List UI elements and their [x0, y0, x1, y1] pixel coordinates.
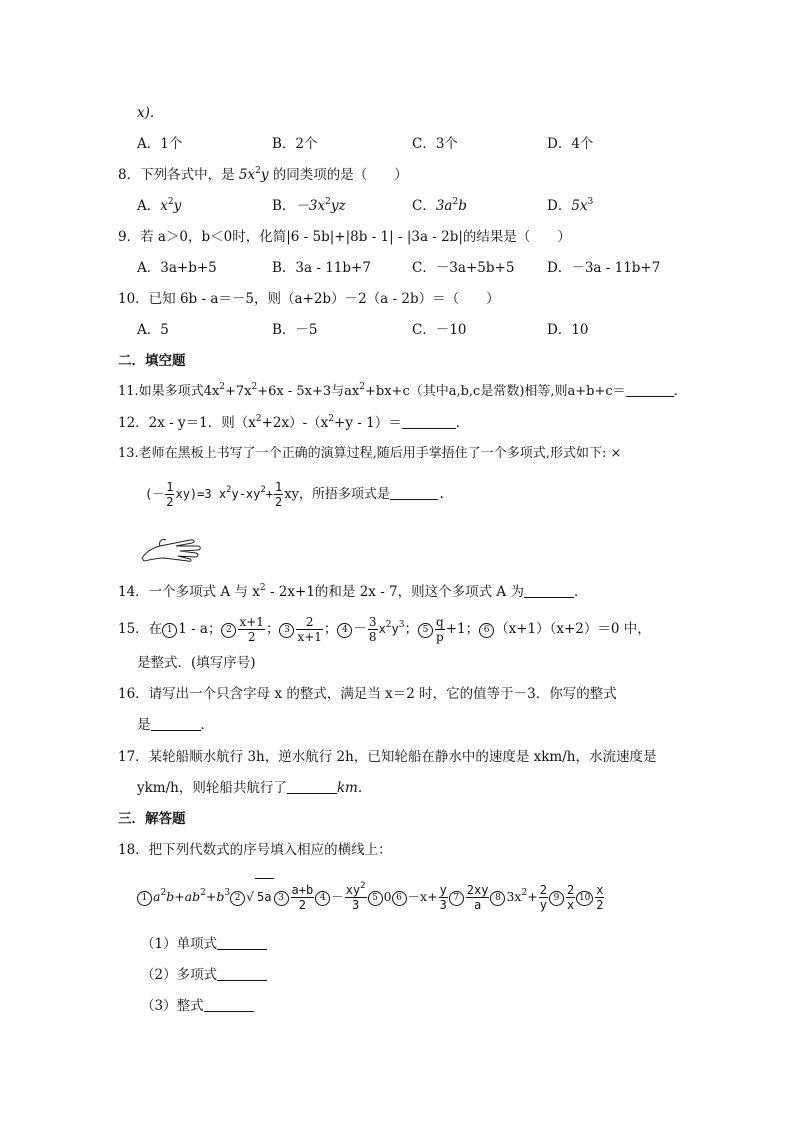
q15-stem: 15．在 1 1 - a； 2 $\frac{x+1}{2}$ ； 3 $\frac{2}{x+1}$ ； 4 － $\frac{3}{8}$ $x^2y^3$； 5 $\frac{q}{p}$ +1； 6 （x+1）（x+2）＝0 中，	[118, 615, 651, 644]
q9-option-a: A．3a+b+5	[137, 260, 217, 276]
q12-stem: 12．2x - y＝1．则$(x^2+2x)-(x^2+y - 1)=$ ．	[118, 414, 470, 431]
q7-option-c: C．3个	[412, 136, 458, 152]
q10-option-c: C．－10	[412, 322, 467, 338]
q18-monomial-blank[interactable]	[217, 937, 267, 950]
q18-item-integral: （3）整式	[141, 997, 254, 1015]
q11-answer-blank[interactable]	[626, 384, 674, 397]
section-heading-solve: 三．解答题	[118, 811, 186, 827]
q17-line2: ykm/h，则轮船共航行了 km.	[137, 780, 363, 796]
q18-stem: 18．把下列代数式的序号填入相应的横线上：	[118, 842, 392, 858]
q10-option-a: A．5	[137, 322, 169, 338]
q9-stem: 9．若 a＞0，b＜0时，化简|6 - 5b|+|8b - 1| - |3a - 2b|的结果是（ ）	[118, 229, 571, 245]
q8-option-d: D．$5x^3$	[547, 197, 594, 214]
q9-option-b: B．3a - 11b+7	[272, 260, 371, 276]
q18-item-monomial: （1）单项式	[141, 935, 267, 953]
q13-expression: (－ $\frac{1}{2}$ xy)=3 $x^2y-xy^2+$ $\frac{1}{2}$ xy，所捂多项式是 .	[145, 480, 446, 509]
q18-polynomial-blank[interactable]	[217, 968, 267, 981]
q13-line1: 13.老师在黑板上书写了一个正确的演算过程,随后用手掌捂住了一个多项式,形式如下: ×	[118, 446, 622, 461]
q16-line1: 16．请写出一个只含字母 x 的整式，满足当 x＝2 时，它的值等于－3．你写的整式	[118, 686, 617, 702]
q18-expressions: 1 $a^2b+ab^2+b^3$ 2 √ 5a 3 $\frac{a+b}{2}$ 4 － $\frac{xy^2}{3}$ 5 0 6 －x+ $\frac{y}{3}$ 7 $\frac{2xy}{a}$ 8 $3x^2+$ $\frac{2}{y}$ 9 $\frac{2}{x}$ 10 $\frac{x}{2}$	[137, 878, 605, 915]
q7-option-d: D．4个	[547, 136, 594, 152]
hand-icon	[140, 528, 202, 562]
q9-option-c: C．－3a+5b+5	[412, 260, 515, 276]
q8-option-c: C．$3a^2b$	[412, 197, 467, 214]
q8-option-b: B．$-3x^2yz$	[272, 197, 346, 214]
q7-option-b: B．2个	[272, 136, 318, 152]
q14-answer-blank[interactable]	[524, 585, 574, 598]
section-heading-fill-blank: 二．填空题	[118, 353, 186, 369]
q10-option-d: D．10	[547, 322, 589, 338]
q7-option-a: A．1个	[137, 136, 183, 152]
q18-integral-blank[interactable]	[204, 999, 254, 1012]
q14-stem: 14．一个多项式 A 与 $x^2 - 2x+1$的和是 2x - 7，则这个多项式 A 为 ．	[118, 583, 588, 600]
q11-stem: 11.如果多项式$4x^2+7x^2+6x - 5x+3$与$ax^2+bx+c$（其中a,b,c是常数)相等,则a+b+c＝ .	[118, 382, 678, 399]
q7-tail: x).	[137, 105, 155, 121]
q8-option-a: A．$x^2y$	[137, 197, 182, 214]
q16-answer-blank[interactable]	[151, 718, 201, 731]
q9-option-d: D．－3a - 11b+7	[547, 260, 661, 276]
q17-answer-blank[interactable]	[287, 781, 337, 794]
q10-option-b: B．－5	[272, 322, 318, 338]
q18-item-polynomial: （2）多项式	[141, 966, 267, 984]
q15-line2: 是整式．(填写序号)	[137, 655, 256, 671]
q8-stem: 8．下列各式中，是 $5x^2y$ 的同类项的是（ ）	[118, 166, 408, 183]
q10-stem: 10．已知 6b - a＝－5，则（a+2b）－2（a - 2b）＝（ ）	[118, 291, 500, 307]
q13-answer-blank[interactable]	[390, 487, 438, 500]
q12-answer-blank[interactable]	[402, 416, 456, 429]
q17-line1: 17．某轮船顺水航行 3h，逆水航行 2h，已知轮船在静水中的速度是 xkm/h，水流速度是	[118, 749, 657, 765]
q16-line2: 是 ．	[137, 717, 214, 733]
